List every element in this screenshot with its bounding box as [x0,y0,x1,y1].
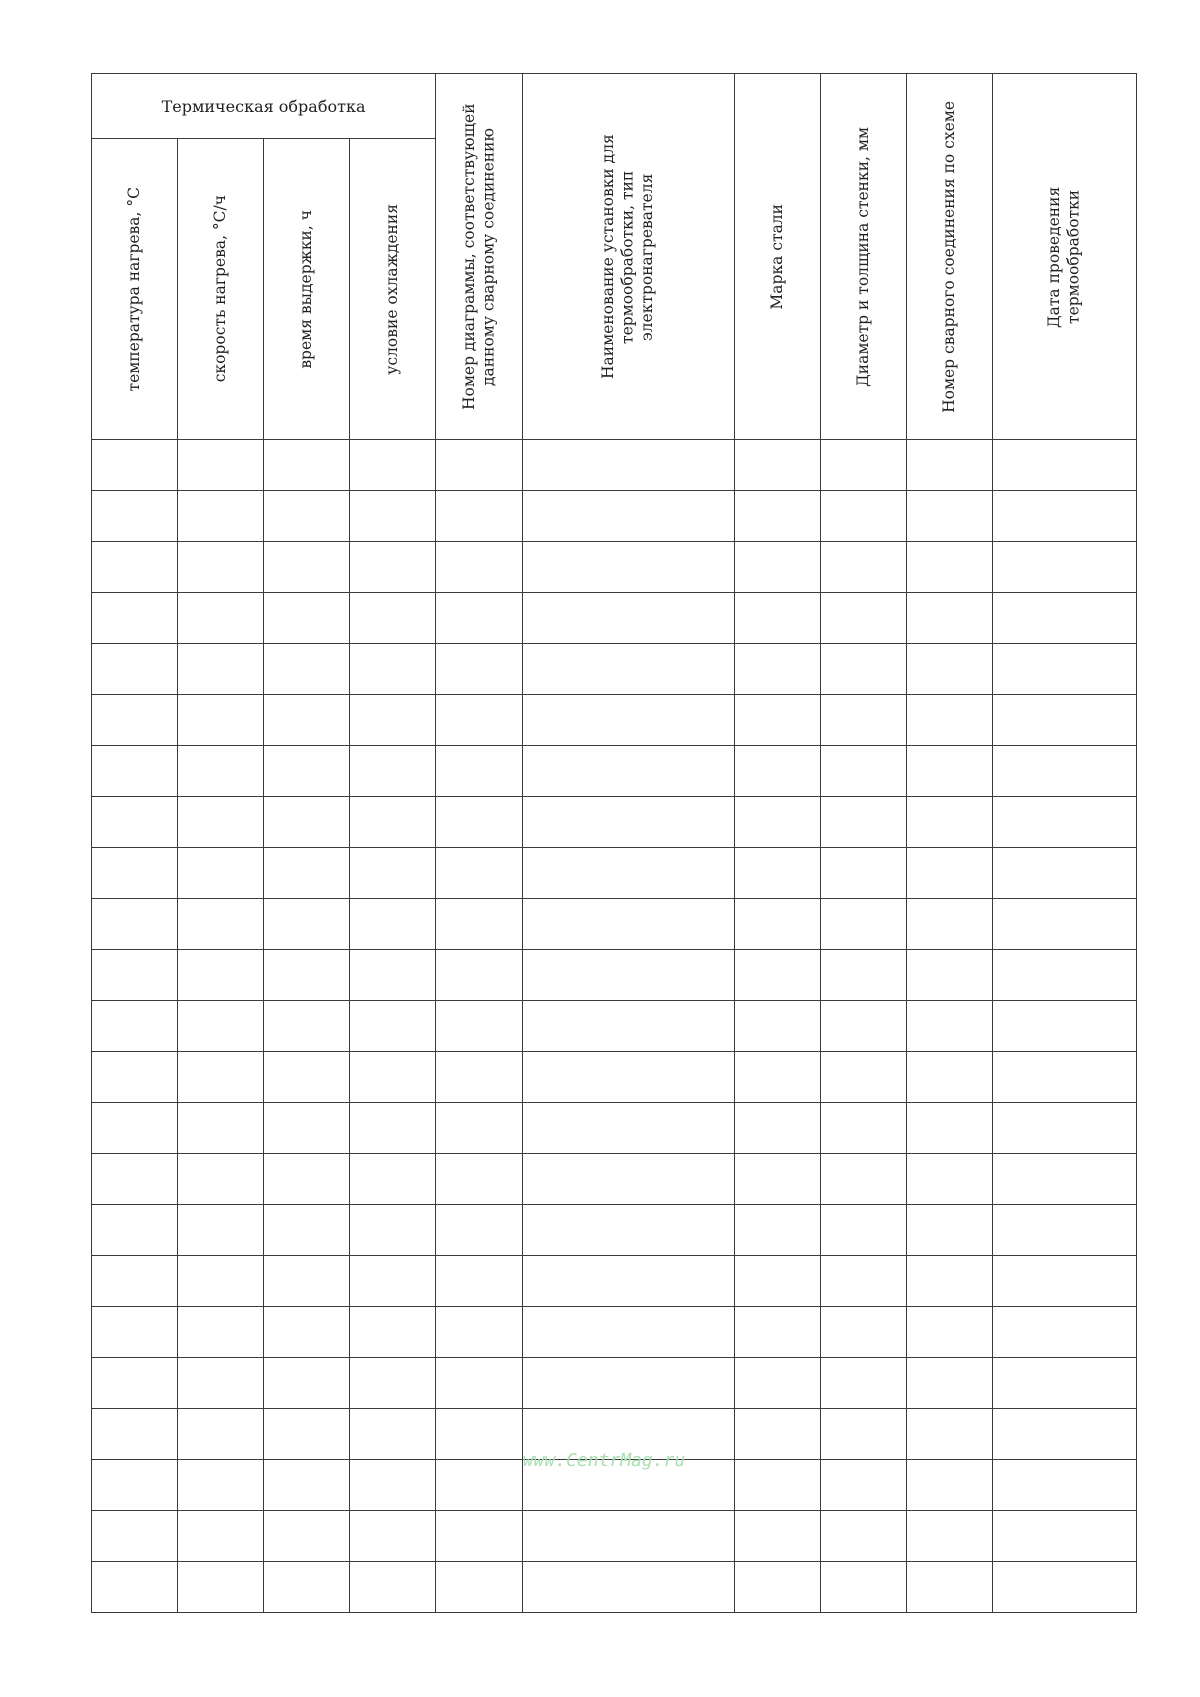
table-cell[interactable] [92,1358,178,1409]
table-cell[interactable] [178,746,264,797]
table-row [92,1154,1137,1205]
table-cell[interactable] [907,1562,993,1613]
header-text: условие охлаждения [382,203,401,375]
table-cell[interactable] [350,440,436,491]
table-cell[interactable] [523,1103,735,1154]
table-cell[interactable] [178,899,264,950]
table-cell[interactable] [436,1001,523,1052]
table-cell[interactable] [436,1154,523,1205]
table-cell[interactable] [993,848,1137,899]
table-cell[interactable] [264,1460,350,1511]
header-cooling-condition [350,139,436,440]
table-cell[interactable] [92,1103,178,1154]
table-cell[interactable] [821,950,907,1001]
table-row [92,644,1137,695]
table-cell[interactable] [350,1358,436,1409]
table-cell[interactable] [907,1460,993,1511]
table-cell[interactable] [523,1307,735,1358]
table-cell[interactable] [350,542,436,593]
table-cell[interactable] [907,1001,993,1052]
header-holding-time [264,139,350,440]
table-cell[interactable] [178,440,264,491]
table-cell[interactable] [350,1052,436,1103]
table-cell[interactable] [92,542,178,593]
table-cell[interactable] [993,644,1137,695]
table-cell[interactable] [523,899,735,950]
table-cell[interactable] [993,1154,1137,1205]
table-cell[interactable] [993,440,1137,491]
table-cell[interactable] [436,491,523,542]
table-cell[interactable] [821,1409,907,1460]
table-row [92,542,1137,593]
table-cell[interactable] [993,1001,1137,1052]
table-cell[interactable] [92,848,178,899]
table-cell[interactable] [350,644,436,695]
table-cell[interactable] [436,1358,523,1409]
table-cell[interactable] [907,797,993,848]
table-cell[interactable] [735,1052,821,1103]
table-cell[interactable] [821,797,907,848]
table-cell[interactable] [264,695,350,746]
table-cell[interactable] [735,848,821,899]
table-cell[interactable] [993,950,1137,1001]
header-diameter-thickness [821,74,907,440]
table-cell[interactable] [436,1052,523,1103]
table-cell[interactable] [907,440,993,491]
table-cell[interactable] [907,1511,993,1562]
table-cell[interactable] [178,1562,264,1613]
table-cell[interactable] [350,899,436,950]
table-cell[interactable] [993,1511,1137,1562]
table-cell[interactable] [993,797,1137,848]
table-cell[interactable] [735,1307,821,1358]
table-cell[interactable] [264,1001,350,1052]
table-cell[interactable] [907,1256,993,1307]
table-cell[interactable] [735,440,821,491]
table-cell[interactable] [523,1205,735,1256]
table-cell[interactable] [178,1154,264,1205]
table-cell[interactable] [735,1154,821,1205]
table-cell[interactable] [523,848,735,899]
header-text: скорость нагрева, °С/ч [210,195,229,383]
table-cell[interactable] [178,1001,264,1052]
table-cell[interactable] [264,1562,350,1613]
table-cell[interactable] [821,695,907,746]
table-cell[interactable] [523,440,735,491]
table-cell[interactable] [907,644,993,695]
table-cell[interactable] [178,1052,264,1103]
table-cell[interactable] [350,1460,436,1511]
header-text: Дата проведения термообработки [1045,185,1083,328]
table-row [92,1052,1137,1103]
table-cell[interactable] [735,1562,821,1613]
table-cell[interactable] [993,746,1137,797]
table-row [92,797,1137,848]
table-cell[interactable] [907,1052,993,1103]
table-cell[interactable] [264,1103,350,1154]
table-cell[interactable] [178,542,264,593]
table-cell[interactable] [436,1562,523,1613]
table-cell[interactable] [264,848,350,899]
table-cell[interactable] [821,1052,907,1103]
table-cell[interactable] [907,1358,993,1409]
table-cell[interactable] [993,899,1137,950]
table-cell[interactable] [92,1001,178,1052]
table-row [92,1307,1137,1358]
table-cell[interactable] [907,542,993,593]
table-cell[interactable] [178,695,264,746]
table-row [92,1103,1137,1154]
table-cell[interactable] [735,1409,821,1460]
table-cell[interactable] [523,950,735,1001]
table-cell[interactable] [92,593,178,644]
table-cell[interactable] [821,1358,907,1409]
table-row [92,1511,1137,1562]
table-cell[interactable] [92,491,178,542]
table-cell[interactable] [735,899,821,950]
header-weld-number [907,74,993,440]
table-cell[interactable] [821,1460,907,1511]
table-cell[interactable] [821,542,907,593]
header-treatment-date [993,74,1137,440]
table-cell[interactable] [821,491,907,542]
table-cell[interactable] [993,1256,1137,1307]
table-cell[interactable] [436,848,523,899]
table-cell[interactable] [350,1256,436,1307]
table-cell[interactable] [436,542,523,593]
table-cell[interactable] [92,899,178,950]
table-cell[interactable] [264,440,350,491]
table-cell[interactable] [436,1205,523,1256]
table-cell[interactable] [821,1001,907,1052]
table-cell[interactable] [523,593,735,644]
table-cell[interactable] [264,542,350,593]
table-cell[interactable] [178,491,264,542]
table-cell[interactable] [993,593,1137,644]
table-cell[interactable] [92,1460,178,1511]
table-cell[interactable] [821,1154,907,1205]
table-cell[interactable] [523,1154,735,1205]
table-cell[interactable] [907,1307,993,1358]
table-cell[interactable] [821,848,907,899]
table-cell[interactable] [92,1154,178,1205]
table-cell[interactable] [350,593,436,644]
table-cell[interactable] [436,1103,523,1154]
table-cell[interactable] [821,746,907,797]
table-cell[interactable] [821,593,907,644]
table-cell[interactable] [735,491,821,542]
table-cell[interactable] [436,644,523,695]
table-cell[interactable] [907,1205,993,1256]
table-cell[interactable] [350,695,436,746]
table-cell[interactable] [907,1154,993,1205]
table-cell[interactable] [993,1460,1137,1511]
table-cell[interactable] [523,1256,735,1307]
table-cell[interactable] [178,1205,264,1256]
table-cell[interactable] [735,746,821,797]
table-cell[interactable] [735,1358,821,1409]
header-text: время выдержки, ч [296,209,315,369]
table-cell[interactable] [92,440,178,491]
table-cell[interactable] [735,1256,821,1307]
table-cell[interactable] [92,695,178,746]
table-cell[interactable] [436,899,523,950]
table-cell[interactable] [92,746,178,797]
table-cell[interactable] [92,950,178,1001]
table-cell[interactable] [350,950,436,1001]
table-cell[interactable] [178,1409,264,1460]
table-cell[interactable] [907,1103,993,1154]
table-row [92,440,1137,491]
table-cell[interactable] [993,542,1137,593]
table-cell[interactable] [436,695,523,746]
table-cell[interactable] [735,797,821,848]
table-cell[interactable] [350,1154,436,1205]
table-cell[interactable] [735,1001,821,1052]
header-diagram-number [436,74,523,440]
table-cell[interactable] [178,1460,264,1511]
table-cell[interactable] [523,695,735,746]
header-heating-temperature [92,139,178,440]
table-cell[interactable] [735,695,821,746]
table-cell[interactable] [993,1103,1137,1154]
table-cell[interactable] [821,1103,907,1154]
table-cell[interactable] [907,695,993,746]
header-text: Наименование установки для термообработки, тип электронагревателя [599,134,657,379]
header-text: Марка стали [767,203,786,310]
table-cell[interactable] [821,1307,907,1358]
table-cell[interactable] [821,644,907,695]
header-text: температура нагрева, °С [124,186,143,392]
table-cell[interactable] [178,1256,264,1307]
table-row [92,695,1137,746]
table-cell[interactable] [523,542,735,593]
table-cell[interactable] [350,1307,436,1358]
table-cell[interactable] [907,491,993,542]
table-cell[interactable] [735,1511,821,1562]
table-cell[interactable] [735,1103,821,1154]
table-cell[interactable] [264,644,350,695]
header-text: Номер диаграммы, соответствующей данному сварному соединению [459,103,498,410]
table-row [92,746,1137,797]
table-cell[interactable] [178,1103,264,1154]
table-cell[interactable] [523,797,735,848]
table-cell[interactable] [735,644,821,695]
heat-treatment-log-table [91,73,1137,1613]
table-cell[interactable] [821,1205,907,1256]
table-cell[interactable] [264,746,350,797]
header-text: Диаметр и толщина стенки, мм [853,126,872,387]
table-cell[interactable] [350,797,436,848]
table-row [92,491,1137,542]
table-cell[interactable] [178,1511,264,1562]
table-cell[interactable] [92,1409,178,1460]
table-row [92,1358,1137,1409]
header-installation-name [523,74,735,440]
table-cell[interactable] [523,746,735,797]
table-cell[interactable] [350,1562,436,1613]
table-cell[interactable] [92,797,178,848]
table-cell[interactable] [735,542,821,593]
table-cell[interactable] [993,1409,1137,1460]
table-cell[interactable] [523,491,735,542]
table-cell[interactable] [350,1511,436,1562]
table-cell[interactable] [92,1256,178,1307]
table-cell[interactable] [821,440,907,491]
table-cell[interactable] [264,1205,350,1256]
table-cell[interactable] [350,746,436,797]
table-row [92,950,1137,1001]
table-row [92,593,1137,644]
table-cell[interactable] [350,1103,436,1154]
table-row [92,848,1137,899]
table-cell[interactable] [264,797,350,848]
table-cell[interactable] [523,1562,735,1613]
table-cell[interactable] [523,1358,735,1409]
table-cell[interactable] [178,1358,264,1409]
table-cell[interactable] [350,848,436,899]
table-cell[interactable] [264,1256,350,1307]
table-cell[interactable] [264,1154,350,1205]
table-cell[interactable] [993,1307,1137,1358]
table-cell[interactable] [907,746,993,797]
table-cell[interactable] [264,1358,350,1409]
table-cell[interactable] [436,593,523,644]
table-cell[interactable] [821,1256,907,1307]
table-cell[interactable] [821,1562,907,1613]
table-cell[interactable] [907,1409,993,1460]
table-cell[interactable] [350,1205,436,1256]
table-cell[interactable] [264,950,350,1001]
table-cell[interactable] [264,899,350,950]
table-cell[interactable] [178,644,264,695]
table-cell[interactable] [735,1460,821,1511]
table-cell[interactable] [436,950,523,1001]
table-cell[interactable] [436,746,523,797]
group-header-heat-treatment: Термическая обработка [92,74,436,139]
table-row [92,1001,1137,1052]
table-cell[interactable] [907,950,993,1001]
table-cell[interactable] [350,491,436,542]
table-cell[interactable] [993,1562,1137,1613]
header-steel-grade [735,74,821,440]
table-cell[interactable] [523,1001,735,1052]
header-heating-rate [178,139,264,440]
table-cell[interactable] [264,1307,350,1358]
table-cell[interactable] [264,1511,350,1562]
table-cell[interactable] [523,1052,735,1103]
table-cell[interactable] [821,1511,907,1562]
table-cell[interactable] [993,695,1137,746]
table-cell[interactable] [436,1511,523,1562]
table-cell[interactable] [178,1307,264,1358]
table-cell[interactable] [993,1052,1137,1103]
table-cell[interactable] [735,593,821,644]
table-cell[interactable] [350,1001,436,1052]
table-cell[interactable] [993,491,1137,542]
table-cell[interactable] [907,593,993,644]
table-cell[interactable] [92,1205,178,1256]
table-cell[interactable] [264,1409,350,1460]
table-cell[interactable] [178,797,264,848]
table-cell[interactable] [523,644,735,695]
table-row [92,1205,1137,1256]
watermark: www.CentrMag.ru [522,1450,686,1471]
table-cell[interactable] [735,950,821,1001]
table-cell[interactable] [436,797,523,848]
table-cell[interactable] [523,1511,735,1562]
table-cell[interactable] [178,593,264,644]
table-cell[interactable] [436,440,523,491]
table-cell[interactable] [993,1358,1137,1409]
table-cell[interactable] [436,1307,523,1358]
table-cell[interactable] [178,848,264,899]
header-text: Номер сварного соединения по схеме [939,100,958,413]
table-cell[interactable] [92,1511,178,1562]
table-cell[interactable] [821,899,907,950]
table-cell[interactable] [993,1205,1137,1256]
table-cell[interactable] [436,1256,523,1307]
table-cell[interactable] [907,848,993,899]
table-row [92,1562,1137,1613]
table-cell[interactable] [92,644,178,695]
table-cell[interactable] [92,1562,178,1613]
table-cell[interactable] [907,899,993,950]
table-cell[interactable] [264,593,350,644]
table-cell[interactable] [178,950,264,1001]
table-cell[interactable] [264,491,350,542]
table-row [92,1256,1137,1307]
table-cell[interactable] [92,1052,178,1103]
table-row [92,899,1137,950]
table-cell[interactable] [350,1409,436,1460]
table-cell[interactable] [264,1052,350,1103]
table-cell[interactable] [735,1205,821,1256]
table-cell[interactable] [92,1307,178,1358]
